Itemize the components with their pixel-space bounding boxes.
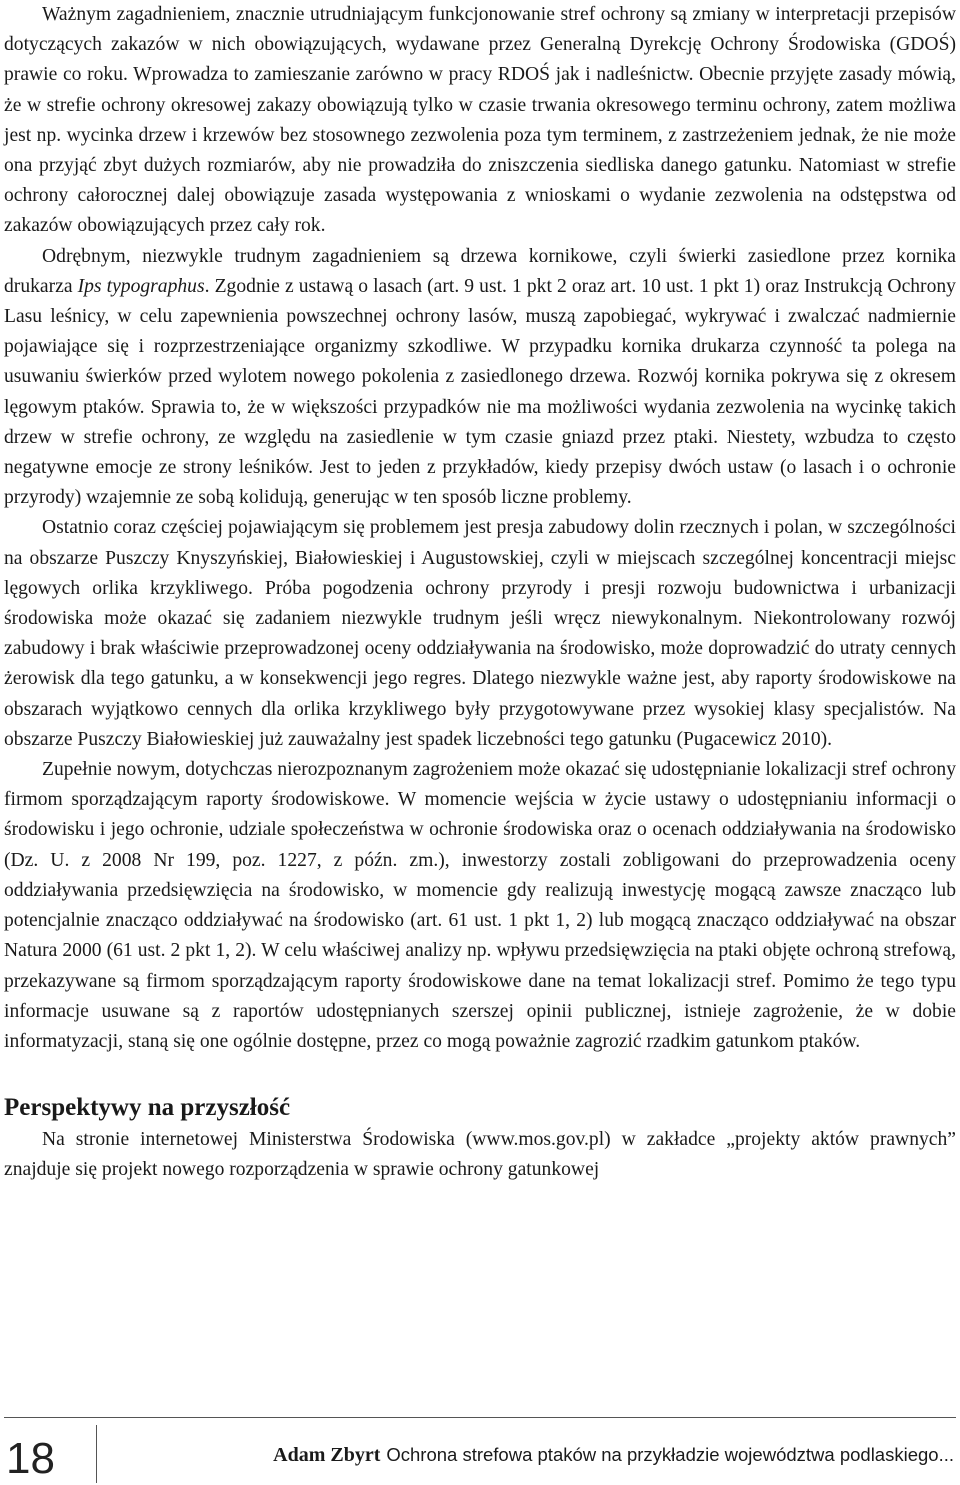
- article-title: Ochrona strefowa ptaków na przykładzie województwa podlaskiego...: [386, 1444, 954, 1465]
- species-name: Ips typographus: [77, 275, 205, 297]
- footer-divider: [4, 1417, 956, 1418]
- author-name: Adam Zbyrt: [273, 1444, 381, 1466]
- page-number: 18: [6, 1434, 55, 1483]
- footer-vertical-divider: [96, 1425, 97, 1483]
- paragraph-text: Ważnym zagadnieniem, znacznie utrudniającym funkcjonowanie stref ochrony są zmiany w interpretacji przepisów dotyczących zakazów w nich obowiązujących, wydawane przez Generalną Dyrekcję Ochrony Środowiska (GDOŚ) prawie co roku. Wprowadza to zamieszanie zarówno w pracy RDOŚ jak i nadleśnictw. Obecnie przyjęte zasady mówią, że w strefie ochrony okresowej zakazy obowiązują tylko w czasie trwania okresowego terminu ochrony, zatem możliwa jest np. wycinka drzew i krzewów bez stosownego zezwolenia poza tym terminem, z zastrzeżeniem jednak, że nie może ona przyjąć zbyt dużych rozmiarów, aby nie prowadziła do zniszczenia siedliska danego gatunku. Natomiast w strefie ochrony całorocznej dalej obowiązuje zasada występowania z wnioskami o wydanie zezwolenia na odstępstwa od zakazów obowiązujących przez cały rok.: [4, 4, 956, 237]
- paragraph-perspectives: [4, 1125, 956, 1185]
- running-title: [273, 1443, 954, 1467]
- page-body: [4, 0, 956, 1186]
- paragraph-zone-interpretation: [4, 0, 956, 242]
- paragraph-text: . Zgodnie z ustawą o lasach (art. 9 ust. 1 pkt 2 oraz art. 10 ust. 1 pkt 1) oraz Instrukcją Ochrony Lasu leśnicy, w celu zapewnienia powszechnej ochrony lasów, muszą zapobiegać, wykrywać i zwalczać nadmiernie pojawiające się i rozprzestrzeniające organizmy szkodliwe. W przypadku kornika drukarza czynność ta polega na usuwaniu świerków przed wylotem nowego pokolenia z zasiedlonego drzewa. Rozwój kornika pokrywa się z okresem lęgowym ptaków. Sprawia to, że w większości przypadków nie ma możliwości wydania zezwolenia na wycinkę takich drzew w strefie ochrony, ze względu na zasiedlenie w tym czasie gniazd przez ptaki. Niestety, wzbudza to często negatywne emocje ze strony leśników. Jest to jeden z przykładów, kiedy przepisy dwóch ustaw (o lasach i o ochronie przyrody) wzajemnie ze sobą kolidują, generując w ten sposób liczne problemy.: [4, 275, 956, 509]
- paragraph-data-sharing: [4, 755, 956, 1057]
- paragraph-development-pressure: [4, 513, 956, 755]
- paragraph-text: Na stronie internetowej Ministerstwa Środowiska (www.mos.gov.pl) w zakładce „projekty aktów prawnych” znajduje się projekt nowego rozporządzenia w sprawie ochrony gatunkowej: [4, 1129, 956, 1181]
- paragraph-bark-beetle: [4, 242, 956, 514]
- paragraph-text: Zupełnie nowym, dotychczas nierozpoznanym zagrożeniem może okazać się udostępnianie lokalizacji stref ochrony firmom sporządzającym raporty środowiskowe. W momencie wejścia w życie ustawy o udostępnianiu informacji o środowisku i jego ochronie, udziale społeczeństwa w ochronie środowiska oraz o ocenach oddziaływania na środowisko (Dz. U. z 2008 Nr 199, poz. 1227, z późn. zm.), inwestorzy zostali zobligowani do przeprowadzenia oceny oddziaływania przedsięwzięcia na środowisko, w momencie gdy realizują inwestycję mogącą zawsze znacząco lub potencjalnie znacząco oddziaływać na środowisko (art. 61 ust. 1 pkt 1, 2) lub mogącą znacząco oddziaływać na obszar Natura 2000 (61 ust. 2 pkt 1, 2). W celu właściwej analizy np. wpływu przedsięwzięcia na ptaki objęte ochroną strefową, przekazywane są firmom sporządzającym raporty środowiskowe dane na temat lokalizacji stref. Pomimo że tego typu informacje usuwane są z raportów udostępnianych szerszej opinii publicznej, istnieje zagrożenie, że w dobie informatyzacji, staną się one ogólnie dostępne, przez co mogą poważnie zagrozić rzadkim gatunkom ptaków.: [4, 759, 956, 1052]
- paragraph-text: Ostatnio coraz częściej pojawiającym się problemem jest presja zabudowy dolin rzecznych i polan, w szczególności na obszarze Puszczy Knyszyńskiej, Białowieskiej i Augustowskiej, czyli w miejscach szczególnej koncentracji miejsc lęgowych orlika krzykliwego. Próba pogodzenia ochrony przyrody i presji rozwoju budownictwa i urbanizacji środowiska może okazać się zadaniem niezwykle trudnym jeśli wręcz niewykonalnym. Niekontrolowany rozwój zabudowy i brak właściwie przeprowadzonej oceny oddziaływania na środowisko, może doprowadzić do utraty cennych żerowisk dla tego gatunku, a w konsekwencji jego regres. Dlatego niezwykle ważne jest, aby raporty środowiskowe na obszarach wyjątkowo cennych dla orlika krzykliwego były przygotowywane przez wysokiej klasy specjalistów. Na obszarze Puszczy Białowieskiej już zauważalny jest spadek liczebności tego gatunku (Pugacewicz 2010).: [4, 517, 956, 750]
- paragraph-text: Odrębnym, niezwykle trudnym zagadnieniem są drzewa kornikowe, czyli świerki zasiedlone przez kornika drukarza: [4, 245, 956, 297]
- section-heading: Perspektywy na przyszłość: [4, 1094, 291, 1122]
- page-footer: [0, 1425, 960, 1485]
